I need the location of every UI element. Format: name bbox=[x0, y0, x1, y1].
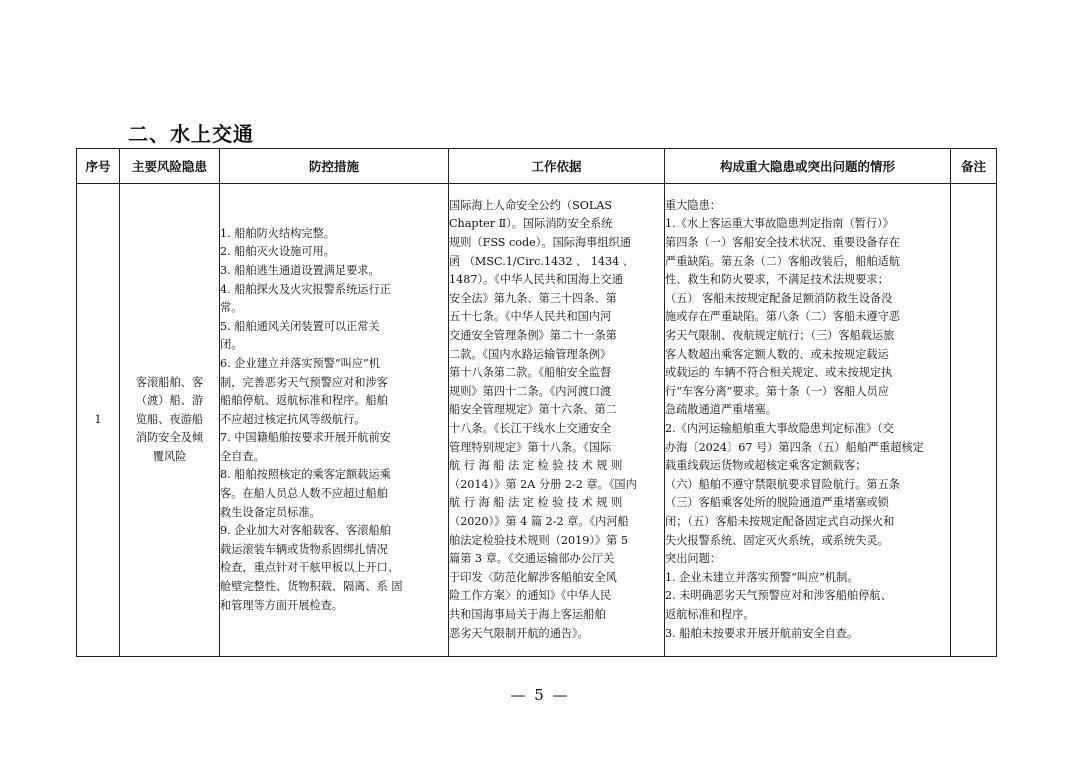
text-line: （五） 客船未按规定配备足额消防救生设备没 bbox=[665, 291, 893, 305]
text-line: 舱壁完整性、货物积载、隔离、系 固 bbox=[220, 580, 403, 594]
text-line: 全自查。 bbox=[220, 449, 265, 463]
header-notes: 备注 bbox=[951, 149, 997, 184]
table-row bbox=[77, 184, 997, 657]
text-line: 3. 船舶逃生通道设置满足要求。 bbox=[220, 263, 380, 277]
text-line: 客人数超出乘客定额人数的、或未按规定载运 bbox=[665, 347, 889, 361]
text-line: 闭；（五）客船未按规定配备固定式自动探火和 bbox=[665, 514, 895, 528]
text-line: 5. 船舶通风关闭装置可以正常关 bbox=[220, 319, 380, 333]
text-line: 十八条。《长江干线水上交通安全 bbox=[449, 422, 612, 435]
text-line: 载重线载运货物或超核定乘客定额载客； bbox=[665, 459, 867, 473]
text-line: 1. 企业未建立并落实预警“叫应”机制。 bbox=[665, 570, 859, 584]
text-line: 检查，重点针对干舷甲板以上开口、 bbox=[220, 561, 400, 575]
text-line: 3. 船舶未按要求开展开航前安全自查。 bbox=[665, 626, 859, 640]
text-line: 4. 船舶探火及火灾报警系统运行正 bbox=[220, 282, 391, 296]
text-line: 性、救生和防火要求，不满足技术法规要求； bbox=[665, 273, 889, 287]
text-line: 救生设备定员标准。 bbox=[220, 505, 321, 519]
table-header-row bbox=[77, 149, 997, 184]
text-line: 返航标准和程序。 bbox=[665, 607, 755, 621]
text-line: 交通安全管理条例》第二十一条第 bbox=[449, 329, 617, 343]
text-line: 第十八条第二款。《船舶安全监督 bbox=[449, 366, 612, 380]
text-line: 或载运的 车辆不符合相关规定、或未按规定执 bbox=[665, 366, 893, 380]
text-line: 制，完善恶劣天气预警应对和涉客 bbox=[220, 375, 388, 389]
text-line: 2.《内河运输船舶重大事故隐患判定标准》（交 bbox=[665, 422, 894, 435]
text-line: 8. 船舶按照核定的乘客定额载运乘 bbox=[220, 468, 391, 482]
text-line: 行“车客分离”要求。第十条（一）客船人员应 bbox=[665, 384, 890, 398]
text-line: （渡）船、游 bbox=[135, 394, 204, 408]
text-line: （六）船舶不遵守禁限航要求冒险航行。第五条 bbox=[665, 477, 900, 491]
text-line: 船安全管理规定》第十六条、第二 bbox=[449, 403, 617, 417]
text-line: 6. 企业建立并落实预警“叫应”机 bbox=[220, 356, 380, 370]
text-line: 急疏散通道严重堵塞。 bbox=[665, 403, 777, 417]
cell-risk bbox=[120, 184, 220, 657]
text-line: 覆风险 bbox=[152, 449, 187, 463]
text-line: 9. 企业加大对客船载客、客滚船舶 bbox=[220, 524, 391, 538]
text-line: 航 行 海 船 法 定 检 验 技 术 规 则 bbox=[449, 459, 623, 473]
risk-table bbox=[76, 148, 997, 657]
text-line: 安全法》第九条、第三十四条、第 bbox=[449, 291, 617, 305]
text-line: 恶劣天气限制开航的通告》。 bbox=[449, 626, 589, 640]
header-issues: 构成重大隐患或突出问题的情形 bbox=[665, 149, 951, 184]
text-line: 载运滚装车辆或货物系固绑扎情况 bbox=[220, 542, 388, 556]
text-line: 五十七条。《中华人民共和国内河 bbox=[449, 310, 612, 324]
text-line: 第四条（一）客船安全技术状况、重要设备存在 bbox=[665, 236, 900, 250]
text-line: 险工作方案〉的通知》《中华人民 bbox=[449, 589, 612, 603]
cell-measures bbox=[220, 184, 449, 657]
page-number: — 5 — bbox=[510, 686, 570, 704]
text-line: 篇第 3 章。《交通运输部办公厅关 bbox=[449, 552, 615, 566]
text-line: 于印发〈防范化解涉客船舶安全风 bbox=[449, 570, 617, 584]
text-line: 航 行 海 船 法 定 检 验 技 术 规 则 bbox=[449, 496, 623, 510]
cell-notes bbox=[951, 184, 997, 657]
text-line: 失火报警系统、固定灭火系统，或系统失灵。 bbox=[665, 533, 889, 547]
text-line: 1.《水上客运重大事故隐患判定指南（暂行）》 bbox=[665, 217, 894, 231]
cell-seq: 1 bbox=[77, 184, 120, 657]
header-risk: 主要风险隐患 bbox=[120, 149, 220, 184]
text-line: 办海〔2024〕67 号）第四条（五）船舶严重超核定 bbox=[665, 440, 924, 454]
text-line: 不应超过核定抗风等级航行。 bbox=[220, 412, 366, 426]
text-line: Chapter Ⅱ）。国际消防安全系统 bbox=[449, 217, 613, 231]
text-line: 共和国海事局关于海上客运船舶 bbox=[449, 607, 606, 621]
text-line: （2014）》第 2A 分册 2-2 章。《国内 bbox=[449, 477, 637, 491]
text-line: 消防安全及倾 bbox=[135, 431, 204, 445]
text-line: 船舶停航、返航标准和程序。船舶 bbox=[220, 394, 388, 408]
text-line: 函 （MSC.1/Circ.1432 、 1434 、 bbox=[449, 254, 634, 268]
text-line: 1. 船舶防火结构完整。 bbox=[220, 226, 335, 240]
text-line: 管理特别规定》第十八条。《国际 bbox=[449, 440, 612, 454]
text-line: 二款。《国内水路运输管理条例》 bbox=[449, 347, 612, 361]
text-line: 重大隐患： bbox=[665, 198, 721, 212]
header-measures: 防控措施 bbox=[220, 149, 449, 184]
text-line: 客。在船人员总人数不应超过船舶 bbox=[220, 487, 388, 501]
text-line: 1487）。《中华人民共和国海上交通 bbox=[449, 273, 623, 287]
text-line: （2020）》第 4 篇 2-2 章。《内河船 bbox=[449, 514, 629, 528]
text-line: 突出问题： bbox=[665, 552, 721, 566]
text-line: 严重缺陷。第五条（二）客船改装后，船舶适航 bbox=[665, 254, 900, 268]
text-line: 国际海上人命安全公约（SOLAS bbox=[449, 198, 613, 212]
text-line: 2. 船舶灭火设施可用。 bbox=[220, 245, 335, 259]
text-line: 施或存在严重缺陷。第八条（二）客船未遵守恶 bbox=[665, 310, 900, 324]
header-seq: 序号 bbox=[77, 149, 120, 184]
text-line: 规则》第四十二条。《内河渡口渡 bbox=[449, 384, 612, 398]
section-title: 二、水上交通 bbox=[128, 122, 254, 146]
text-line: 闭。 bbox=[220, 338, 243, 352]
text-line: 舶法定检验技术规则（2019）》第 5 bbox=[449, 533, 628, 547]
text-line: 客滚船舶、客 bbox=[135, 375, 204, 389]
text-line: 2. 未明确恶劣天气预警应对和涉客船舶停航、 bbox=[665, 589, 892, 603]
cell-issues bbox=[665, 184, 951, 657]
text-line: 规则（FSS code）。国际海事组织通 bbox=[449, 236, 631, 250]
cell-basis bbox=[449, 184, 665, 657]
text-line: 7. 中国籍船舶按要求开展开航前安 bbox=[220, 431, 391, 445]
text-line: （三）客船乘客处所的脱险通道严重堵塞或锁 bbox=[665, 496, 889, 510]
text-line: 览船、夜游船 bbox=[135, 412, 204, 426]
text-line: 和管理等方面开展检查。 bbox=[220, 598, 344, 612]
text-line: 常。 bbox=[220, 301, 243, 315]
text-line: 劣天气限制、夜航规定航行；（三）客船载运旅 bbox=[665, 329, 895, 343]
header-basis: 工作依据 bbox=[449, 149, 665, 184]
